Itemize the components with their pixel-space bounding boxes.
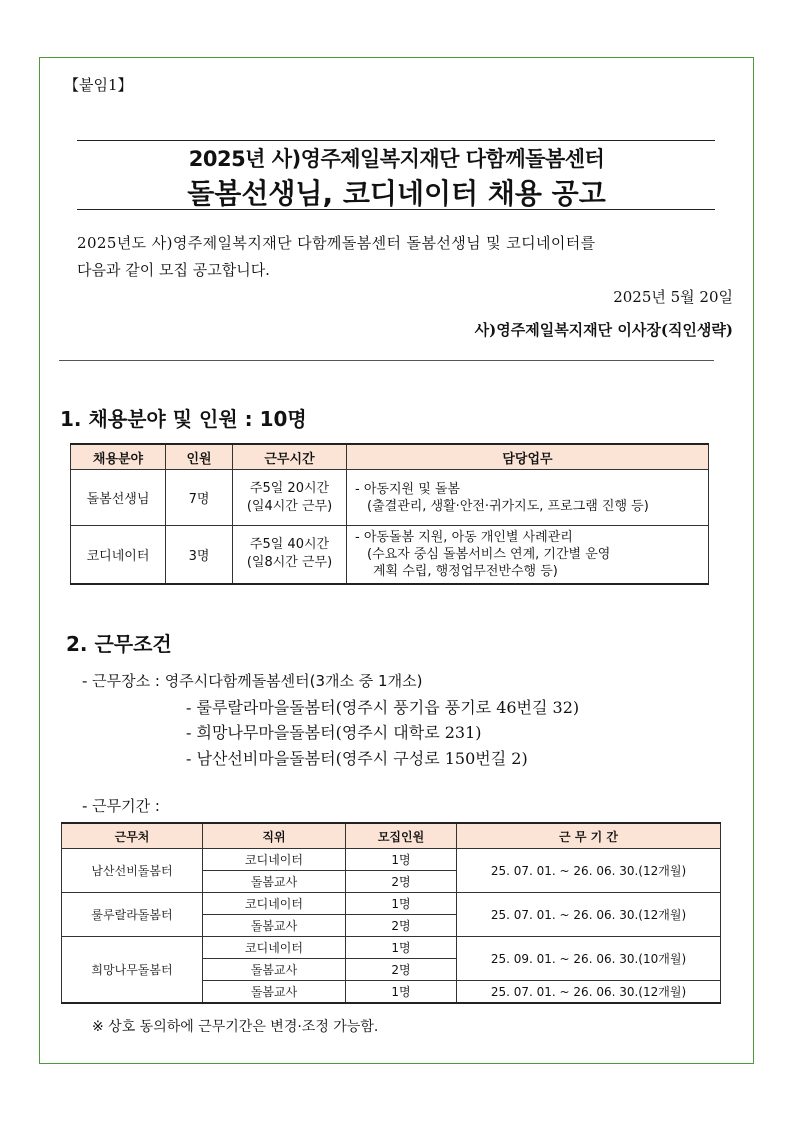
place-cell: 희망나무돌봄터 [62, 937, 203, 1004]
workplace-line: - 근무장소 : 영주시다함께돌봄센터(3개소 중 1개소) [82, 672, 423, 690]
position-cell: 코디네이터 [203, 937, 346, 959]
title-top-rule [77, 140, 715, 141]
col-header-recruit: 모집인원 [346, 823, 457, 849]
row-hours: 주5일 40시간 (일8시간 근무) [233, 526, 347, 584]
count-cell: 2명 [346, 915, 457, 937]
table-row [62, 937, 721, 959]
title-bottom-rule [77, 209, 715, 210]
position-cell: 돌봄교사 [203, 959, 346, 981]
place-cell: 룰루랄라돌봄터 [62, 893, 203, 937]
place-item: - 남산선비마을돌봄터(영주시 구성로 150번길 2) [186, 749, 528, 768]
count-cell: 2명 [346, 959, 457, 981]
position-cell: 돌봄교사 [203, 981, 346, 1004]
count-cell: 1명 [346, 849, 457, 871]
row-count: 7명 [166, 470, 233, 526]
section-divider [59, 360, 714, 361]
position-cell: 돌봄교사 [203, 871, 346, 893]
table-row [71, 526, 709, 584]
place-cell: 남산선비돌봄터 [62, 849, 203, 893]
count-cell: 1명 [346, 893, 457, 915]
col-header-field: 채용분야 [71, 444, 166, 470]
col-header-duty: 담당업무 [347, 444, 709, 470]
announcement-date: 2025년 5월 20일 [613, 288, 733, 306]
col-header-place: 근무처 [62, 823, 203, 849]
position-cell: 코디네이터 [203, 849, 346, 871]
period-cell: 25. 07. 01. ~ 26. 06. 30.(12개월) [457, 981, 721, 1004]
position-cell: 돌봄교사 [203, 915, 346, 937]
row-field: 코디네이터 [71, 526, 166, 584]
title-line2: 돌봄선생님, 코디네이터 채용 공고 [187, 177, 606, 210]
place-item: - 희망나무마을돌봄터(영주시 대학로 231) [186, 723, 482, 742]
col-header-count: 인원 [166, 444, 233, 470]
period-cell: 25. 09. 01. ~ 26. 06. 30.(10개월) [457, 937, 721, 981]
period-cell: 25. 07. 01. ~ 26. 06. 30.(12개월) [457, 893, 721, 937]
place-item: - 룰루랄라마을돌봄터(영주시 풍기읍 풍기로 46번길 32) [186, 698, 580, 717]
row-hours: 주5일 20시간 (일4시간 근무) [233, 470, 347, 526]
row-field: 돌봄선생님 [71, 470, 166, 526]
col-header-position: 직위 [203, 823, 346, 849]
title-line1: 2025년 사)영주제일복지재단 다함께돌봄센터 [188, 147, 605, 171]
row-duty: - 아동돌봄 지원, 아동 개인별 사례관리 (수요자 중심 돌봄서비스 연계, 기간별 운영 계획 수립, 행정업무전반수행 등) [347, 526, 709, 584]
period-table [61, 822, 721, 1004]
period-note: ※ 상호 동의하에 근무기간은 변경·조정 가능함. [92, 1019, 379, 1035]
col-header-period: 근 무 기 간 [457, 823, 721, 849]
signature: 사)영주제일복지재단 이사장(직인생략) [474, 321, 733, 339]
col-header-hours: 근무시간 [233, 444, 347, 470]
recruitment-table [70, 443, 709, 585]
intro-line1: 2025년도 사)영주제일복지재단 다함께돌봄센터 돌봄선생님 및 코디네이터를 [77, 234, 596, 252]
row-count: 3명 [166, 526, 233, 584]
table-row [71, 470, 709, 526]
section1-heading: 1. 채용분야 및 인원 : 10명 [60, 407, 307, 431]
period-cell: 25. 07. 01. ~ 26. 06. 30.(12개월) [457, 849, 721, 893]
table-row [62, 893, 721, 915]
count-cell: 1명 [346, 981, 457, 1004]
attachment-label: 【붙임1】 [64, 76, 133, 94]
intro-line2: 다음과 같이 모집 공고합니다. [77, 261, 270, 279]
count-cell: 1명 [346, 937, 457, 959]
count-cell: 2명 [346, 871, 457, 893]
row-duty: - 아동지원 및 돌봄 (출결관리, 생활·안전·귀가지도, 프로그램 진행 등) [347, 470, 709, 526]
table-row [62, 849, 721, 871]
position-cell: 코디네이터 [203, 893, 346, 915]
section2-heading: 2. 근무조건 [66, 632, 172, 656]
period-label: - 근무기간 : [82, 797, 160, 815]
